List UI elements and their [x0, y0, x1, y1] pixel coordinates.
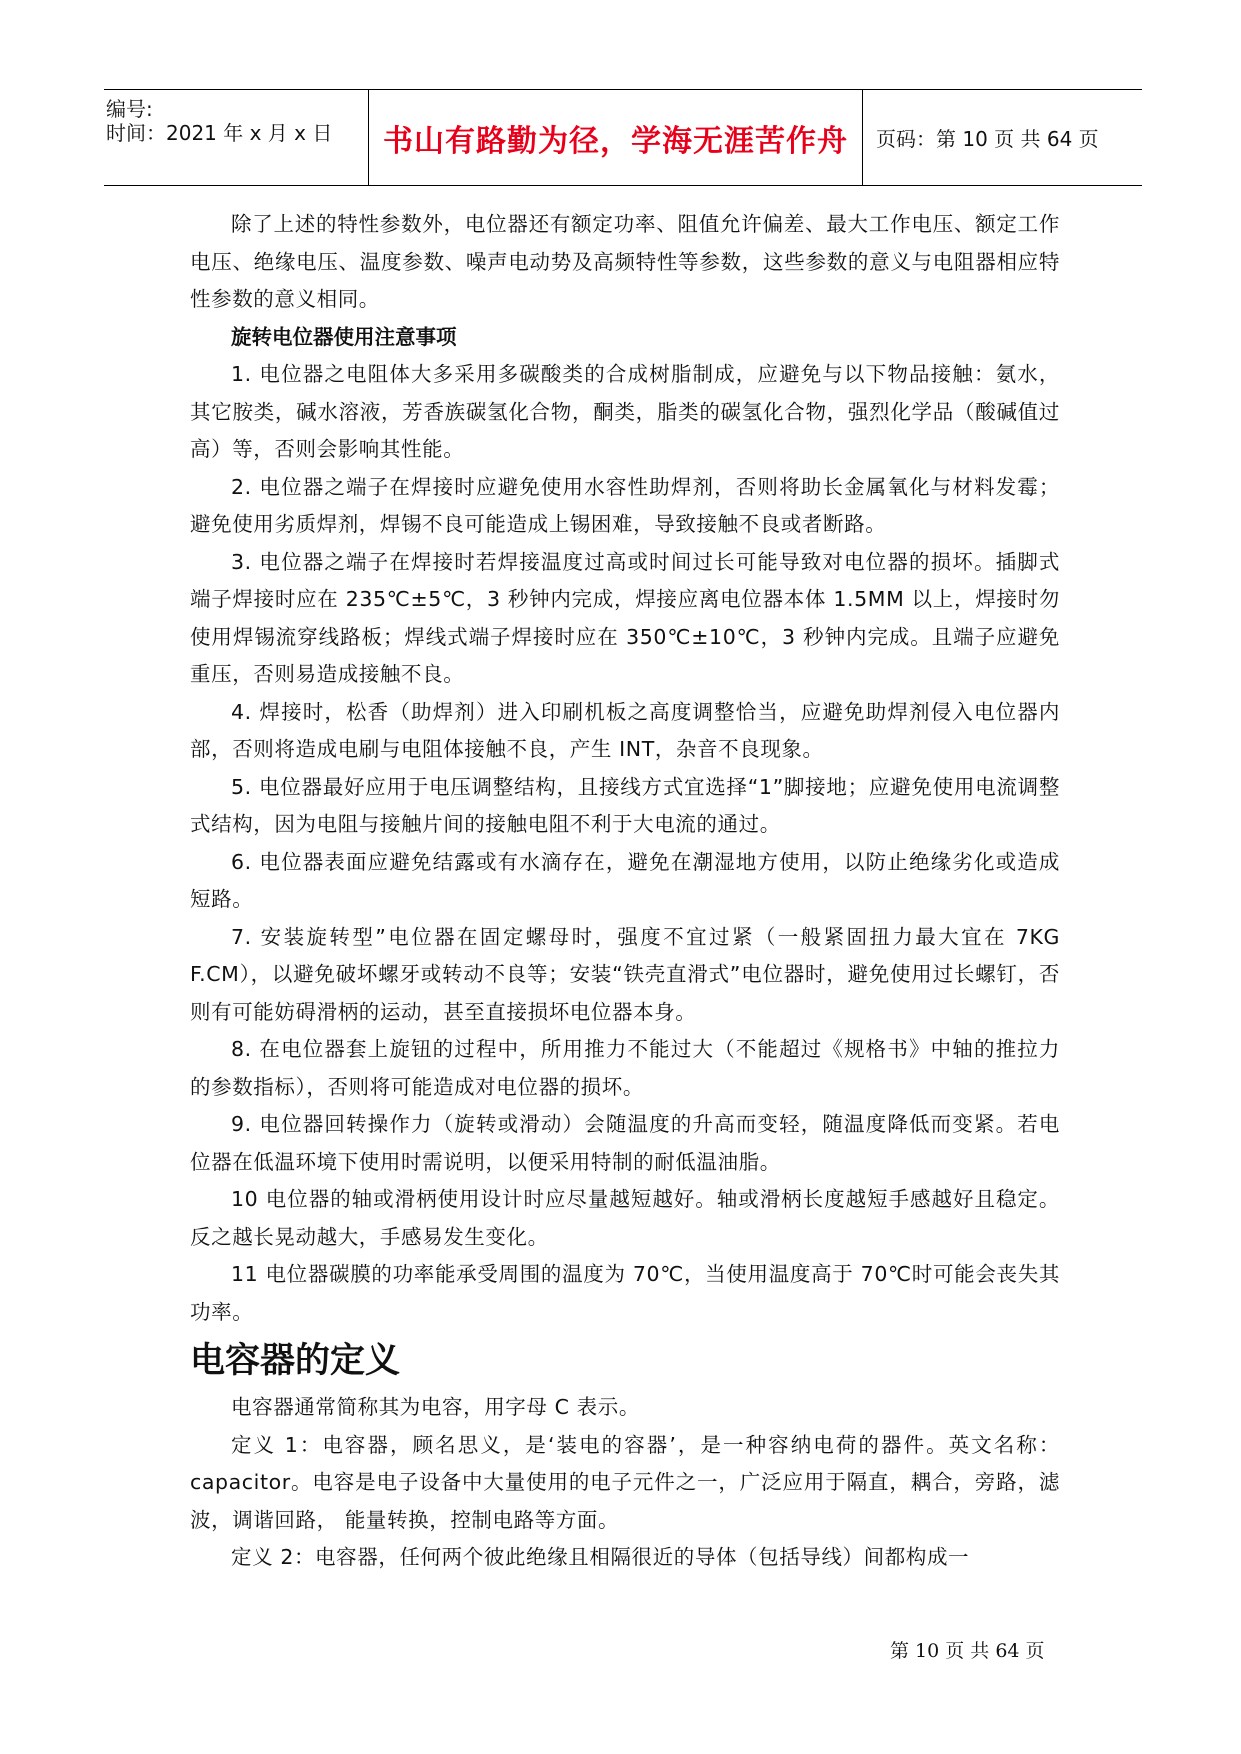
list-item: 7. 安装旋转型”电位器在固定螺母时，强度不宜过紧（一般紧固扭力最大宜在 7KG F.CM），以避免破坏螺牙或转动不良等；安装“铁壳直滑式”电位器时，避免使用过长螺钉，否则有可能妨碍滑柄的运动，甚至直接损坏电位器本身。 [190, 924, 1060, 1024]
header-page-info: 页码：第 10 页 共 64 页 [876, 127, 1099, 151]
document-time-label: 时间：2021 年 x 月 x 日 [106, 121, 333, 145]
capacitor-heading: 电容器的定义 [190, 1341, 401, 1381]
capacitor-paragraph: 定义 1：电容器，顾名思义，是‘装电的容器’，是一种容纳电荷的器件。英文名称：capacitor。电容是电子设备中大量使用的电子元件之一，广泛应用于隔直，耦合，旁路，滤波，调谐回路， 能量转换，控制电路等方面。 [190, 1432, 1060, 1532]
list-item: 8. 在电位器套上旋钮的过程中，所用推力不能过大（不能超过《规格书》中轴的推拉力的参数指标），否则将可能造成对电位器的损坏。 [190, 1037, 1060, 1099]
header-page-cell [863, 90, 1142, 185]
intro-paragraph: 除了上述的特性参数外，电位器还有额定功率、阻值允许偏差、最大工作电压、额定工作电压、绝缘电压、温度参数、噪声电动势及高频特性等参数，这些参数的意义与电阻器相应特性参数的意义相同。 [190, 212, 1060, 311]
section-title: 旋转电位器使用注意事项 [231, 324, 457, 349]
list-item: 11 电位器碳膜的功率能承受周围的温度为 70℃，当使用温度高于 70℃时可能会丧失其功率。 [190, 1262, 1060, 1324]
list-item: 10 电位器的轴或滑柄使用设计时应尽量越短越好。轴或滑柄长度越短手感越好且稳定。反之越长晃动越大，手感易发生变化。 [190, 1187, 1060, 1249]
capacitor-paragraph: 定义 2：电容器，任何两个彼此绝缘且相隔很近的导体（包括导线）间都构成一 [231, 1545, 970, 1569]
capacitor-paragraph: 电容器通常简称其为电容，用字母 C 表示。 [231, 1395, 640, 1419]
list-item: 6. 电位器表面应避免结露或有水滴存在，避免在潮湿地方使用，以防止绝缘劣化或造成短路。 [190, 849, 1060, 911]
list-item: 1. 电位器之电阻体大多采用多碳酸类的合成树脂制成，应避免与以下物品接触：氨水，其它胺类，碱水溶液，芳香族碳氢化合物，酮类，脂类的碳氢化合物，强烈化学品（酸碱值过高）等，否则会影响其性能。 [190, 362, 1060, 461]
header-motto-cell [369, 90, 863, 185]
page-footer: 第 10 页 共 64 页 [890, 1640, 1045, 1662]
list-item: 3. 电位器之端子在焊接时若焊接温度过高或时间过长可能导致对电位器的损坏。插脚式端子焊接时应在 235℃±5℃，3 秒钟内完成，焊接应离电位器本体 1.5MM 以上，焊接时勿使用焊锡流穿线路板；焊线式端子焊接时应在 350℃±10℃，3 秒钟内完成。且端子应避免重压，否则易造成接触不良。 [190, 549, 1060, 686]
header-motto: 书山有路勤为径，学海无涯苦作舟 [383, 124, 848, 159]
list-item: 5. 电位器最好应用于电压调整结构，且接线方式宜选择“1”脚接地；应避免使用电流调整式结构，因为电阻与接触片间的接触电阻不利于大电流的通过。 [190, 774, 1060, 836]
list-item: 2. 电位器之端子在焊接时应避免使用水容性助焊剂，否则将助长金属氧化与材料发霉；避免使用劣质焊剂，焊锡不良可能造成上锡困难，导致接触不良或者断路。 [190, 474, 1060, 536]
list-item: 4. 焊接时，松香（助焊剂）进入印刷机板之高度调整恰当，应避免助焊剂侵入电位器内部，否则将造成电刷与电阻体接触不良，产生 INT，杂音不良现象。 [190, 699, 1060, 761]
header-meta-cell [104, 90, 369, 185]
list-item: 9. 电位器回转操作力（旋转或滑动）会随温度的升高而变轻，随温度降低而变紧。若电位器在低温环境下使用时需说明，以便采用特制的耐低温油脂。 [190, 1112, 1060, 1174]
document-number-label: 编号: [106, 97, 153, 121]
page-header [104, 89, 1142, 186]
document-body [190, 206, 1060, 1577]
